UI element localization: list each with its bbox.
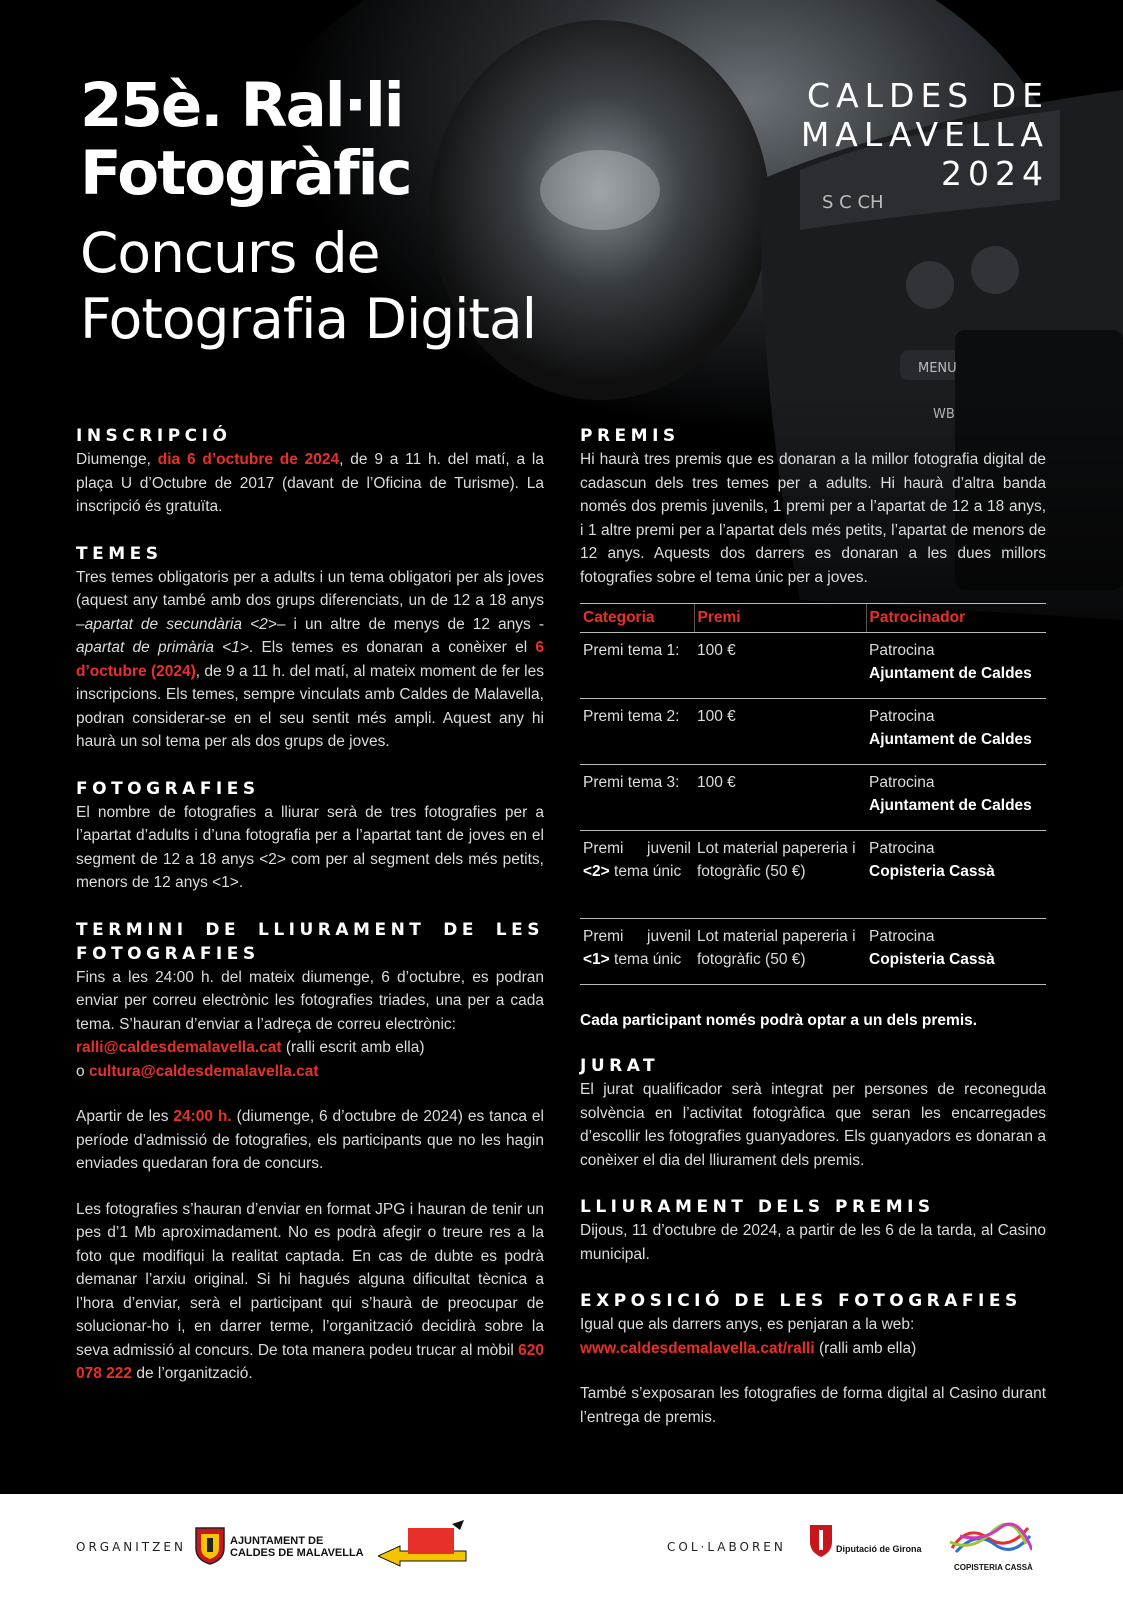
cell-premi: Lot material papereria i fotogràfic (50 €) [694,830,866,918]
exposicio-heading: EXPOSICIÓ DE LES FOTOGRAFIES [580,1291,1022,1311]
cell-categoria: Premi tema 2: [580,698,694,764]
event-title [80,72,411,208]
cell-premi: 100 € [694,764,866,830]
ajuntament-logo-text [230,1535,364,1559]
table-row [580,918,1046,984]
inscripcio-date: dia 6 d’octubre de 2024 [157,451,340,468]
inscripcio-heading: INSCRIPCIÓ [76,426,232,446]
cell-categoria: Premi tema 3: [580,764,694,830]
exposicio-text-2: També s’exposaran les fotografies de forma digital al Casino durant l’entrega de premis. [580,1385,1046,1426]
cat-tema: tema únic [609,951,682,968]
col-laboren-label: COL·LABOREN [667,1540,786,1554]
termini-text-3 [76,1198,544,1386]
temes-text-1: Tres temes obligatoris per a adults i un tema obligatori per als joves (aquest any també amb dos grups diferenciats, un de 12 a 18 anys – [76,568,544,633]
sponsor-name: Ajuntament de Caldes [869,797,1032,814]
website-link[interactable]: www.caldesdemalavella.cat/ralli [580,1339,815,1357]
temes-text [76,566,544,754]
premis-heading: PREMIS [580,426,680,446]
temes-heading: TEMES [76,543,163,564]
termini-time: 24:00 h. [173,1108,232,1125]
cat-group: <2> [583,863,610,880]
inscripcio-text [76,448,544,519]
url-note: (ralli amb ella) [814,1339,917,1357]
table-row [580,830,1046,918]
place-and-year [801,76,1049,193]
diputacio-text: Diputació de Girona [836,1544,922,1554]
sponsor-name: Ajuntament de Caldes [869,731,1032,748]
table-row [580,632,1046,698]
event-subtitle [80,220,536,352]
section-exposicio [580,1289,1046,1429]
section-fotografies [76,777,544,895]
title-line-1: 25è. Ral·li [80,70,403,141]
cell-premi: 100 € [694,698,866,764]
cell-patrocinador [866,830,1046,918]
section-inscripcio [76,424,544,519]
premis-text: Hi haurà tres premis que es donaran a la millor fotografia digital de cadascun dels tres temes per a adults. Hi haurà d’altra banda només dos premis juvenils, 1 premi per a l’apartat de 12 a 18 anys, i 1 altre premi per a l’apartat dels més petits, l’apartat de menors de 12 anys. Aquests dos darrers es donaran a les dues millors fotografies sobre el tema únic per a joves. [580,451,1046,586]
lliurament-heading: LLIURAMENT DELS PREMIS [580,1197,935,1217]
cell-patrocinador [866,698,1046,764]
fotografies-heading: FOTOGRAFIES [76,778,260,799]
patrocina-label: Patrocina [869,927,935,945]
patrocina-label: Patrocina [869,641,935,659]
cell-premi: 100 € [694,632,866,698]
title-line-2: Fotogràfic [80,138,411,209]
jurat-text: El jurat qualificador serà integrat per persones de reconeguda solvència en l’activitat fotogràfica que seran les encarregades d’escollir les fotografies guanyadores. Els guanyadors es donaran a conèixer el dia del lliurament dels premis. [580,1081,1046,1169]
right-column [580,424,1046,1452]
section-jurat [580,1054,1046,1172]
ajuntament-line-2: CALDES DE MALAVELLA [230,1547,364,1559]
inscripcio-text-2: , de 9 a 11 h. del matí, a la plaça U d’Octubre de 2017 (davant de l’Oficina de Turisme). La inscripció és gratuïta. [76,451,544,515]
temes-text-2: – i un altre de menys de 12 anys - [276,615,544,633]
ajuntament-shield-icon [194,1526,226,1566]
prizes-table-header [580,604,1046,633]
header-categoria: Categoria [580,604,694,633]
jurat-heading: JURAT [580,1056,660,1076]
temes-date: 6 d’octubre (2024) [76,639,545,680]
left-column [76,424,544,1409]
year: 2024 [941,154,1049,193]
premis-note: Cada participant només podrà optar a un dels premis. [580,1011,978,1029]
phone-number[interactable]: 620 078 222 [76,1341,544,1382]
subtitle-line-2: Fotografia Digital [80,287,536,351]
diputacio-girona-icon [809,1524,833,1558]
termini-text-3a: Les fotografies s’hauran d’enviar en format JPG i hauran de tenir un pes d’1 Mb aproximadament. No es podrà afegir o treure res a la foto que modifiqui la realitat captada. En cas de dubte es podrà demanar l’arxiu original. Si hi hagués alguna dificultat tècnica a l’hora d’enviar, serà el participant qui s’haurà de preocupar de solucionar-ho i, en darrer terme, l’organització decidirà sobre la seva admissió al concurs. De tota manera podeu trucar al mòbil [76,1200,544,1359]
patrocina-label: Patrocina [869,707,935,725]
place-line-2: MALAVELLA [800,115,1049,154]
header-patrocinador: Patrocinador [866,604,1046,633]
cat-line-2 [583,948,691,972]
section-lliurament [580,1195,1046,1266]
header-premi: Premi [694,604,866,633]
inscripcio-text-1: Diumenge, [76,451,158,468]
cula-romana-logo-icon [378,1520,474,1572]
footer [0,1494,1123,1604]
termini-text-2b: (diumenge, 6 d’octubre de 2024) es tanca el període d’admissió de fotografies, els participants que no les hagin enviades quedaran fora de concurs. [76,1108,544,1172]
temes-text-3: . Els temes es donaran a conèixer el [248,639,536,656]
email-or: o [76,1062,89,1080]
temes-text-4: , de 9 a 11 h. del matí, al mateix moment de fer les inscripcions. Els temes, sempre vinculats amb Caldes de Malavella, podran considerar-se en el seu sentit més ampli. Aquest any hi haurà un sol tema per als dos grups de joves. [76,662,544,750]
patrocina-label: Patrocina [869,773,935,791]
termini-heading: TERMINI DE LLIURAMENT DE LES FOTOGRAFIES [76,919,544,964]
section-premis [580,424,1046,589]
cell-patrocinador [866,918,1046,984]
temes-italic-1: apartat de secundària <2> [84,615,277,633]
section-termini [76,918,544,1386]
cat-line-1: Premi juvenil [583,839,691,857]
cell-patrocinador [866,632,1046,698]
sponsor-name: Ajuntament de Caldes [869,665,1032,682]
cell-categoria: Premi tema 1: [580,632,694,698]
termini-email-line-2 [76,1060,544,1084]
email-cultura-link[interactable]: cultura@caldesdemalavella.cat [88,1062,319,1080]
sponsor-name: Copisteria Cassà [869,863,995,880]
termini-email-line-1 [76,1036,544,1060]
table-row [580,698,1046,764]
cat-group: <1> [583,951,610,968]
ajuntament-line-1: AJUNTAMENT DE [230,1535,324,1547]
section-temes [76,542,544,754]
cell-patrocinador [866,764,1046,830]
exposicio-text-1: Igual que als darrers anys, es penjaran a la web: [580,1316,915,1333]
email-note: (ralli escrit amb ella) [281,1039,425,1056]
cat-line-1: Premi juvenil [583,927,691,945]
cell-categoria [580,918,694,984]
cell-categoria [580,830,694,918]
lliurament-text: Dijous, 11 d’octubre de 2024, a partir de les 6 de la tarda, al Casino municipal. [580,1222,1046,1263]
subtitle-line-1: Concurs de [80,221,380,285]
temes-italic-2: apartat de primària <1> [76,639,249,656]
termini-text-1: Fins a les 24:00 h. del mateix diumenge, 6 d’octubre, es podran enviar per correu electrònic les fotografies triades, una per a cada tema. S’hauran d’enviar a l’adreça de correu electrònic: [76,968,544,1033]
table-row [580,764,1046,830]
exposicio-url-line [580,1337,1046,1361]
termini-text-2 [76,1105,544,1176]
copisteria-cassa-logo-icon [948,1522,1032,1560]
organitzen-label: ORGANITZEN [76,1540,186,1554]
fotografies-text: El nombre de fotografies a lliurar serà de tres fotografies per a l’apartat d’adults i d’una fotografia per a l’apartat tant de joves en el segment de 12 a 18 anys <2> com per al segment dels més petits, menors de 12 anys <1>. [76,803,544,891]
cat-tema: tema únic [609,863,682,880]
prizes-table [580,603,1046,985]
termini-text-2a: Apartir de les [76,1108,174,1125]
cell-premi: Lot material papereria i fotogràfic (50 €) [694,918,866,984]
patrocina-label: Patrocina [869,839,935,857]
termini-text-3b: de l’organització. [132,1365,253,1382]
cat-line-2 [583,860,691,884]
sponsor-name: Copisteria Cassà [869,951,995,968]
email-ralli-link[interactable]: ralli@caldesdemalavella.cat [76,1039,282,1056]
copisteria-text: COPISTERIA CASSÀ [954,1563,1033,1572]
place-line-1: CALDES DE [807,76,1049,115]
